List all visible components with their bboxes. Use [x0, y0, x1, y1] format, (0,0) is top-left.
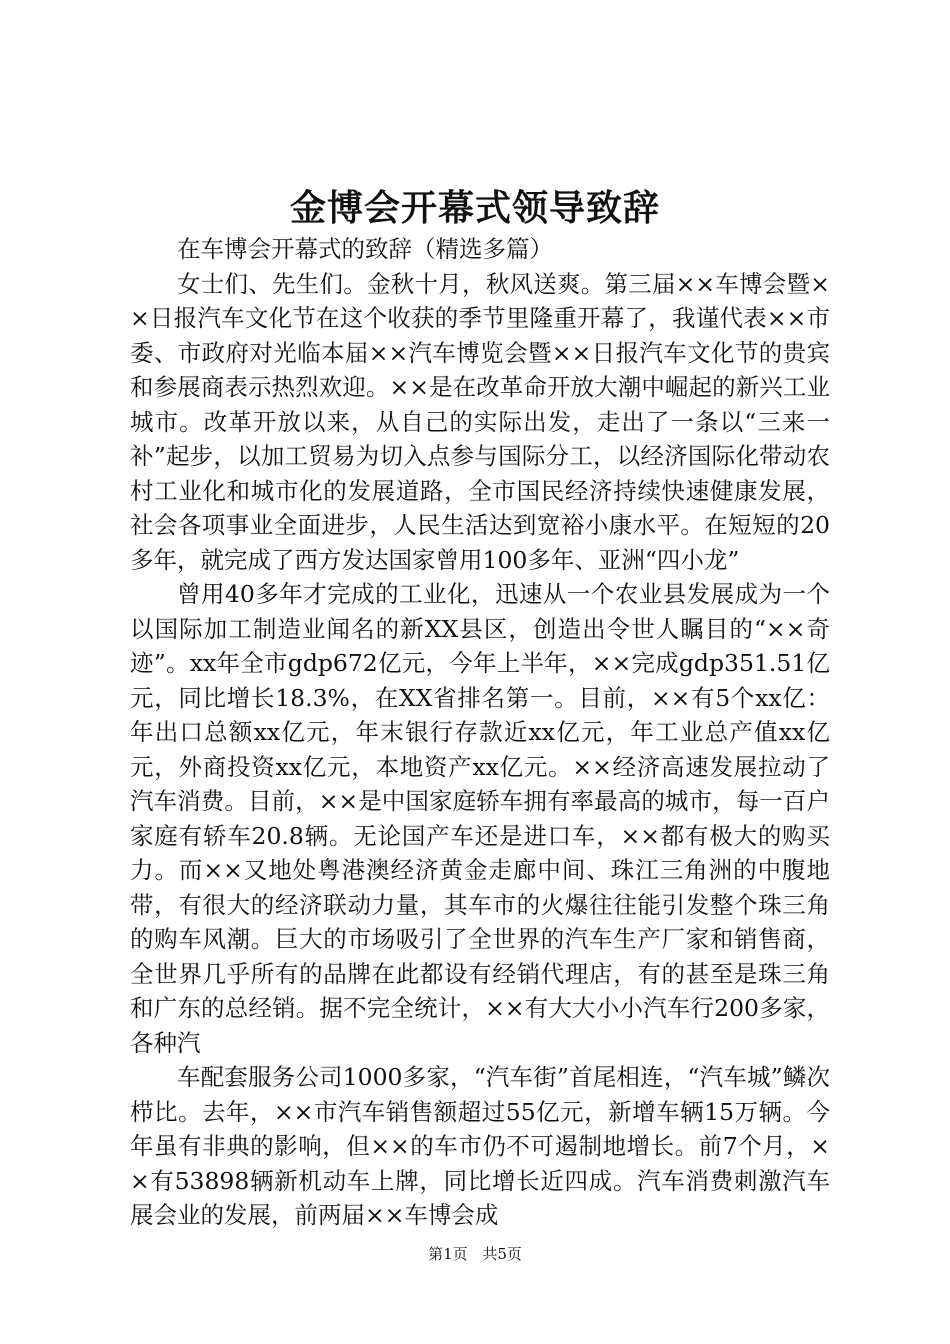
- page-number: 第1页: [428, 1245, 468, 1263]
- paragraph: 女士们、先生们。金秋十月，秋风送爽。第三届××车博会暨××日报汽车文化节在这个收获的季节里隆重开幕了，我谨代表××市委、市政府对光临本届××汽车博览会暨××日报汽车文化节的贵宾和参展商表示热烈欢迎。××是在改革命开放大潮中崛起的新兴工业城市。改革开放以来，从自己的实际出发，走出了一条以“三来一补”起步，以加工贸易为切入点参与国际分工，以经济国际化带动农村工业化和城市化的发展道路，全市国民经济持续快速健康发展，社会各项事业全面进步，人民生活达到宽裕小康水平。在短短的20多年，就完成了西方发达国家曾用100多年、亚洲“四小龙”: [130, 269, 830, 574]
- paragraph: 曾用40多年才完成的工业化，迅速从一个农业县发展成为一个以国际加工制造业闻名的新XX县区，创造出令世人瞩目的“××奇迹”。xx年全市gdp672亿元，今年上半年，××完成gdp351.51亿元，同比增长18.3%，在XX省排名第一。目前，××有5个xx亿：年出口总额xx亿元，年末银行存款近xx亿元，年工业总产值xx亿元，外商投资xx亿元，本地资产xx亿元。××经济高速发展拉动了汽车消费。目前，××是中国家庭轿车拥有率最高的城市，每一百户家庭有轿车20.8辆。无论国产车还是进口车，××都有极大的购买力。而××又地处粤港澳经济黄金走廊中间、珠江三角洲的中腹地带，有很大的经济联动力量，其车市的火爆往往能引发整个珠三角的购车风潮。巨大的市场吸引了全世界的汽车生产厂家和销售商，全世界几乎所有的品牌在此都设有经销代理店，有的甚至是珠三角和广东的总经销。据不完全统计，××有大大小小汽车行200多家，各种汽: [130, 580, 830, 1057]
- page-footer: [0, 1244, 950, 1264]
- document-title: 金博会开幕式领导致辞: [289, 187, 660, 229]
- document-body: [130, 232, 830, 1233]
- paragraph: 车配套服务公司1000多家，“汽车街”首尾相连，“汽车城”鳞次栉比。去年，××市汽车销售额超过55亿元，新增车辆15万辆。今年虽有非典的影响，但××的车市仍不可遏制地增长。前7个月，××有53898辆新机动车上牌，同比增长近四成。汽车消费刺激汽车展会业的发展，前两届××车博会成: [130, 1063, 830, 1229]
- document-subtitle: 在车博会开幕式的致辞（精选多篇）: [177, 235, 553, 263]
- page-total: 共5页: [482, 1245, 522, 1263]
